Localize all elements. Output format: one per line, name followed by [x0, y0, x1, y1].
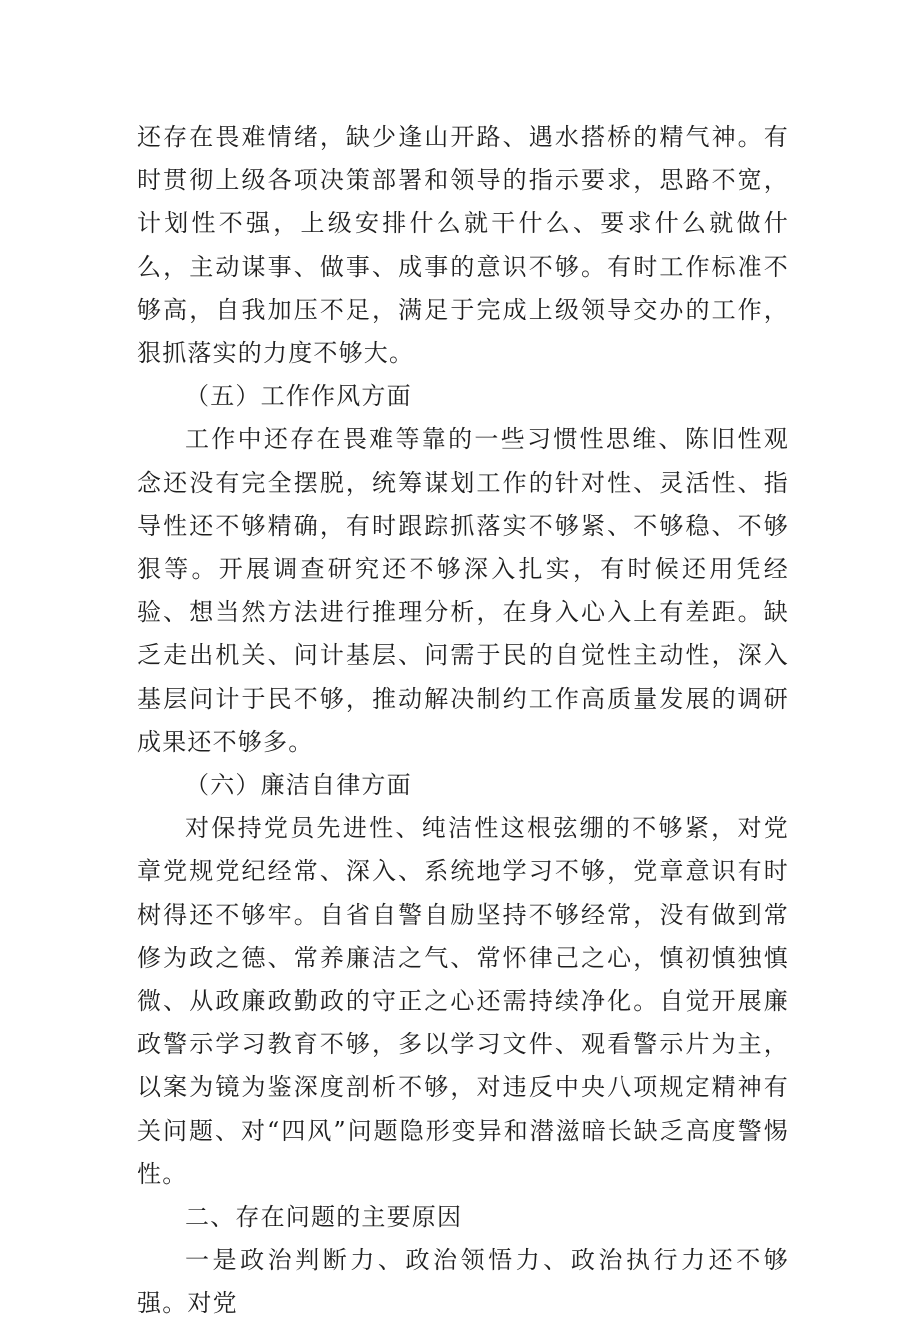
paragraph-causes: 一是政治判断力、政治领悟力、政治执行力还不够强。对党 [137, 1246, 789, 1318]
subheading-integrity: （六）廉洁自律方面 [185, 771, 412, 800]
subheading-work-style: （五）工作作风方面 [185, 382, 412, 411]
section-heading-causes: 二、存在问题的主要原因 [185, 1203, 463, 1232]
paragraph-work-style: 工作中还存在畏难等靠的一些习惯性思维、陈旧性观念还没有完全摆脱，统筹谋划工作的针对性、灵活性、指导性还不够精确，有时跟踪抓落实不够紧、不够稳、不够狠等。开展调查研究还不够深入扎实，有时候还用凭经验、想当然方法进行推理分析，在身入心入上有差距。缺乏走出机关、问计基层、问需于民的自觉性主动性，深入基层问计于民不够，推动解决制约工作高质量发展的调研成果还不够多。 [137, 425, 789, 756]
document-body [137, 116, 789, 1326]
paragraph-continued: 还存在畏难情绪，缺少逢山开路、遇水搭桥的精气神。有时贯彻上级各项决策部署和领导的指示要求，思路不宽，计划性不强，上级安排什么就干什么、要求什么就做什么，主动谋事、做事、成事的意识不够。有时工作标准不够高，自我加压不足，满足于完成上级领导交办的工作，狠抓落实的力度不够大。 [137, 123, 789, 368]
paragraph-integrity: 对保持党员先进性、纯洁性这根弦绷的不够紧，对党章党规党纪经常、深入、系统地学习不够，党章意识有时树得还不够牢。自省自警自励坚持不够经常，没有做到常修为政之德、常养廉洁之气、常怀律己之心，慎初慎独慎微、从政廉政勤政的守正之心还需持续净化。自觉开展廉政警示学习教育不够，多以学习文件、观看警示片为主，以案为镜为鉴深度剖析不够，对违反中央八项规定精神有关问题、对“四风”问题隐形变异和潜滋暗长缺乏高度警惕性。 [137, 814, 789, 1188]
